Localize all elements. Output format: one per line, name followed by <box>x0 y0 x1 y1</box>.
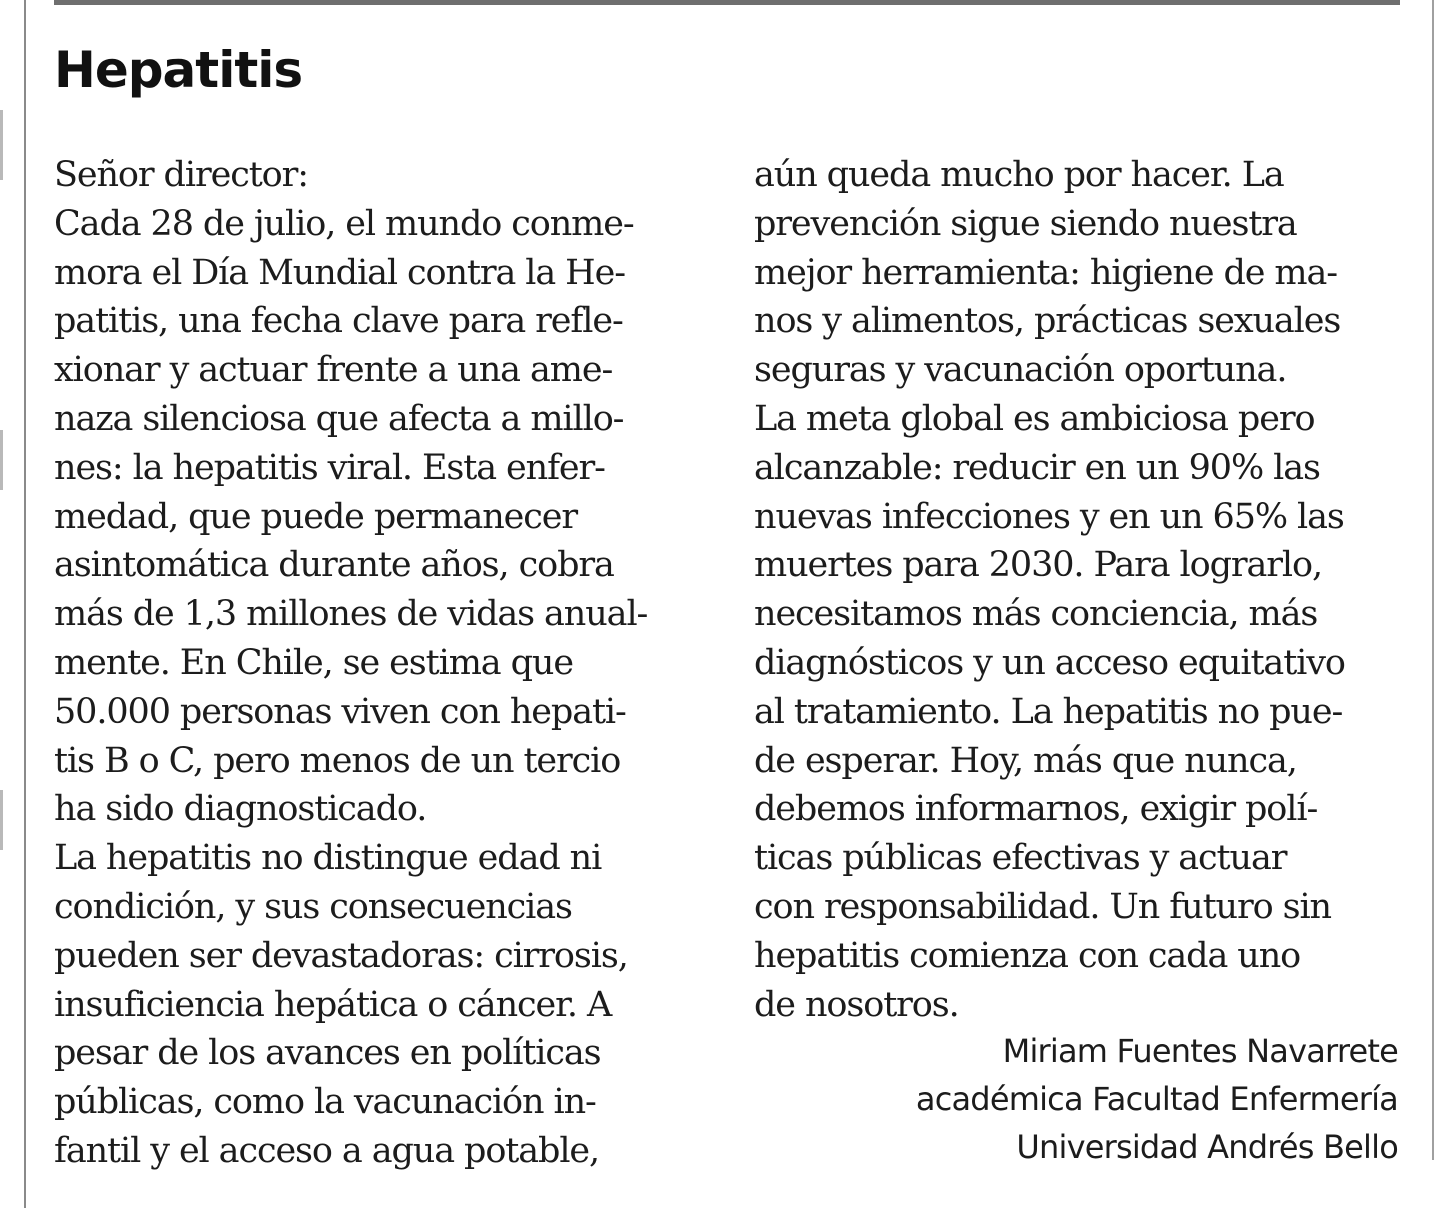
body-line: medad, que puede permanecer <box>54 496 578 537</box>
edge-mark <box>0 110 3 180</box>
body-line: pesar de los avances en políticas <box>54 1033 601 1074</box>
body-line: públicas, como la vacunación in- <box>54 1082 596 1123</box>
edge-mark <box>0 430 3 490</box>
body-line: asintomática durante años, cobra <box>54 545 614 586</box>
body-line: nos y alimentos, prácticas sexuales <box>754 301 1341 342</box>
body-line: seguras y vacunación oportuna. <box>754 350 1287 391</box>
body-line: nuevas infecciones y en un 65% las <box>754 496 1344 537</box>
body-line: mejor herramienta: higiene de ma- <box>754 252 1338 293</box>
author-name: Miriam Fuentes Navarrete <box>1002 1032 1398 1070</box>
body-line: insuficiencia hepática o cáncer. A <box>54 984 612 1025</box>
left-column-rule <box>24 0 26 1208</box>
body-line: La meta global es ambiciosa pero <box>754 398 1315 439</box>
body-line: patitis, una fecha clave para refle- <box>54 301 623 342</box>
body-line: prevención sigue siendo nuestra <box>754 203 1297 244</box>
edge-mark <box>0 790 3 850</box>
body-line: necesitamos más conciencia, más <box>754 594 1318 635</box>
body-line: nes: la hepatitis viral. Esta enfer- <box>54 447 605 488</box>
body-line: alcanzable: reducir en un 90% las <box>754 447 1320 488</box>
body-line: condición, y sus consecuencias <box>54 886 572 927</box>
author-role: académica Facultad Enfermería <box>915 1080 1398 1118</box>
top-rule <box>54 0 1400 5</box>
body-line: naza silenciosa que afecta a millo- <box>54 398 624 439</box>
body-line: xionar y actuar frente a una ame- <box>54 350 613 391</box>
body-line: al tratamiento. La hepatitis no pue- <box>754 691 1343 732</box>
right-text-column <box>754 151 1414 1029</box>
body-line: Cada 28 de julio, el mundo conme- <box>54 203 634 244</box>
body-line: ha sido diagnosticado. <box>54 789 427 830</box>
body-line: más de 1,3 millones de vidas anual- <box>54 594 648 635</box>
body-line: mora el Día Mundial contra la He- <box>54 252 625 293</box>
body-line: debemos informarnos, exigir polí- <box>754 789 1318 830</box>
article-title: Hepatitis <box>54 41 303 99</box>
body-line: La hepatitis no distingue edad ni <box>54 838 602 879</box>
body-line: Señor director: <box>54 155 308 195</box>
author-signature <box>916 1027 1398 1171</box>
body-line: ticas públicas efectivas y actuar <box>754 838 1287 879</box>
body-line: mente. En Chile, se estima que <box>54 642 573 683</box>
author-institution: Universidad Andrés Bello <box>1016 1128 1398 1166</box>
body-line: pueden ser devastadoras: cirrosis, <box>54 935 628 976</box>
body-line: diagnósticos y un acceso equitativo <box>754 642 1345 683</box>
body-line: muertes para 2030. Para lograrlo, <box>754 545 1323 586</box>
body-line: aún queda mucho por hacer. La <box>754 155 1284 195</box>
body-line: 50.000 personas viven con hepati- <box>54 691 626 732</box>
body-line: tis B o C, pero menos de un tercio <box>54 740 621 781</box>
body-line: hepatitis comienza con cada uno <box>754 935 1301 976</box>
body-line: de nosotros. <box>754 984 959 1025</box>
body-line: con responsabilidad. Un futuro sin <box>754 886 1331 927</box>
right-column-rule <box>1432 0 1434 1160</box>
left-text-column <box>54 151 714 1176</box>
body-line: de esperar. Hoy, más que nunca, <box>754 740 1297 781</box>
body-line: fantil y el acceso a agua potable, <box>54 1130 600 1171</box>
